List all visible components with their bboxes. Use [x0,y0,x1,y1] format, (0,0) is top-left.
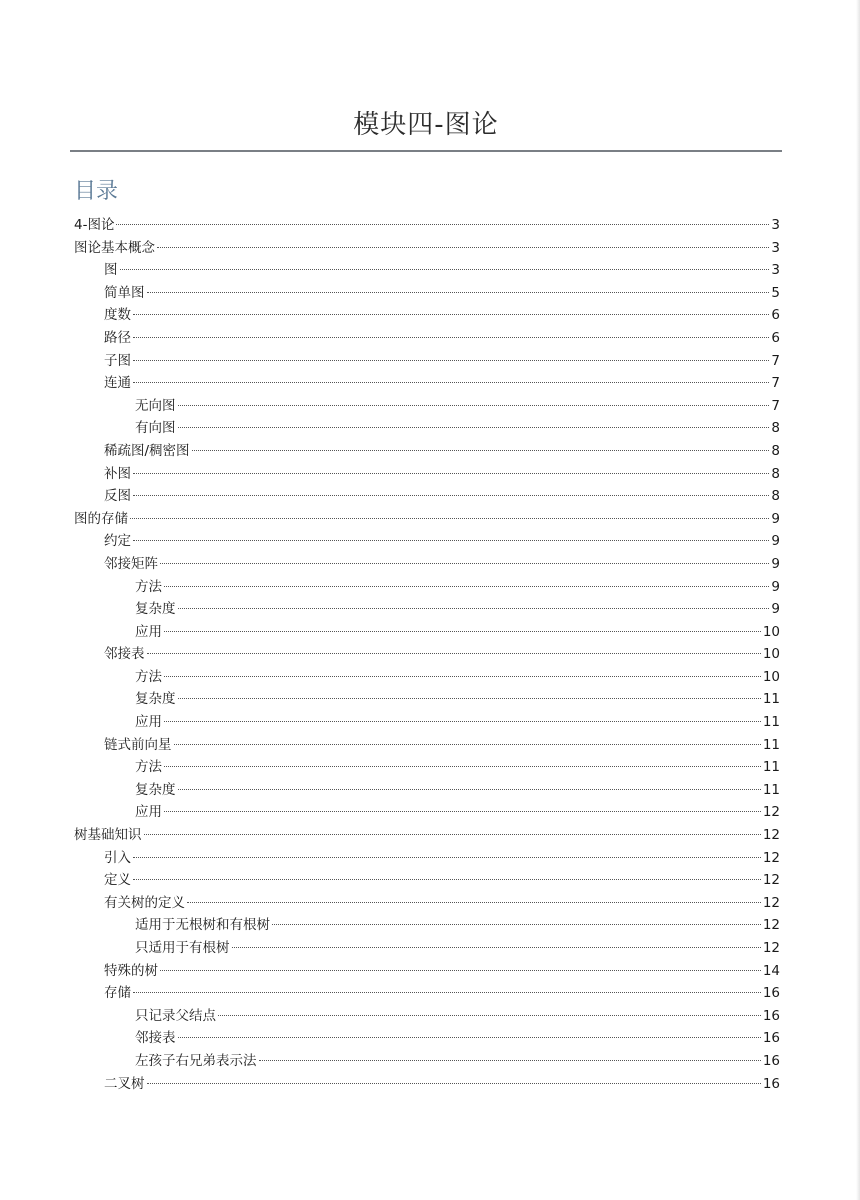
toc-page-number[interactable]: 16 [762,1007,780,1024]
toc-entry[interactable] [74,440,780,463]
toc-entry[interactable] [74,508,780,531]
toc-entry[interactable] [74,576,780,599]
toc-entry[interactable] [74,621,780,644]
toc-entry[interactable] [74,598,780,621]
toc-page-number[interactable]: 16 [762,1030,780,1047]
toc-dot-leader [174,744,761,745]
toc-page-number[interactable]: 14 [762,962,780,979]
toc-entry[interactable] [74,960,780,983]
title-divider [70,150,782,152]
toc-entry[interactable] [74,982,780,1005]
toc-heading: 目录 [74,179,119,204]
toc-page-number[interactable]: 12 [762,894,780,911]
toc-entry[interactable] [74,237,780,260]
toc-dot-leader [178,698,761,699]
toc-dot-leader [178,789,761,790]
toc-entry[interactable] [74,1005,780,1028]
toc-page-number[interactable]: 6 [771,307,780,324]
toc-entry-label[interactable]: 存储 [104,985,131,1002]
toc-dot-leader [130,518,769,519]
toc-entry-label[interactable]: 应用 [135,714,162,731]
toc-dot-leader [133,992,761,993]
toc-dot-leader [164,766,761,767]
toc-entry-label[interactable]: 方法 [135,578,162,595]
toc-page-number[interactable]: 10 [762,623,780,640]
toc-page-number[interactable]: 8 [771,442,780,459]
toc-entry-label[interactable]: 方法 [135,668,162,685]
toc-entry-label[interactable]: 链式前向星 [104,736,172,753]
toc-entry[interactable] [74,350,780,373]
toc-entry-label[interactable]: 子图 [104,352,131,369]
toc-page-number[interactable]: 11 [762,781,780,798]
toc-entry[interactable] [74,214,780,237]
toc-entry-label[interactable]: 补图 [104,465,131,482]
toc-page-number[interactable]: 7 [771,352,780,369]
toc-dot-leader [133,540,769,541]
toc-dot-leader [164,676,761,677]
toc-page-number[interactable]: 3 [771,217,780,233]
toc-dot-leader [178,405,770,406]
toc-entry[interactable] [74,756,780,779]
toc-entry[interactable] [74,304,780,327]
toc-dot-leader [178,1037,761,1038]
toc-page-number[interactable]: 11 [762,714,780,731]
toc-entry-label[interactable]: 方法 [135,759,162,776]
toc-entry[interactable] [74,1073,780,1096]
toc-entry-label[interactable]: 适用于无根树和有根树 [135,917,270,934]
toc-page-number[interactable]: 7 [771,375,780,392]
toc-page-number[interactable]: 12 [762,872,780,889]
toc-page-number[interactable]: 9 [771,533,780,550]
toc-page-number[interactable]: 12 [762,827,780,844]
toc-entry-label[interactable]: 图论基本概念 [74,239,155,256]
toc-entry-label[interactable]: 邻接表 [135,1030,176,1047]
toc-page-number[interactable]: 11 [762,759,780,776]
toc-dot-leader [232,947,761,948]
toc-page-number[interactable]: 8 [771,488,780,505]
toc-dot-leader [164,721,761,722]
toc-entry[interactable] [74,847,780,870]
toc-page-number[interactable]: 7 [771,397,780,414]
toc-entry-label[interactable]: 路径 [104,329,131,346]
toc-entry-label[interactable]: 图的存储 [74,510,128,527]
toc-entry[interactable] [74,824,780,847]
toc-entry-label[interactable]: 应用 [135,804,162,821]
toc-entry-label[interactable]: 只记录父结点 [135,1007,216,1024]
toc-dot-leader [133,314,769,315]
toc-entry[interactable] [74,734,780,757]
toc-entry-label[interactable]: 反图 [104,488,131,505]
toc-entry-label[interactable]: 应用 [135,623,162,640]
toc-dot-leader [133,360,769,361]
toc-entry[interactable] [74,1050,780,1073]
toc-page-number[interactable]: 9 [771,555,780,572]
toc-dot-leader [133,382,769,383]
toc-dot-leader [164,811,761,812]
toc-entry-label[interactable]: 有关树的定义 [104,894,185,911]
toc-entry[interactable] [74,530,780,553]
toc-page-number[interactable]: 10 [762,646,780,663]
toc-dot-leader [147,1083,761,1084]
toc-entry-label[interactable]: 邻接表 [104,646,145,663]
toc-entry-label[interactable]: 复杂度 [135,601,176,618]
document-title: 模块四-图论 [353,110,499,140]
toc-page-number[interactable]: 9 [771,578,780,595]
toc-dot-leader [133,857,761,858]
toc-entry-label[interactable]: 图 [104,262,118,279]
toc-entry-label[interactable]: 左孩子右兄弟表示法 [135,1052,257,1069]
toc-page-number[interactable]: 11 [762,736,780,753]
toc-dot-leader [133,473,769,474]
toc-page-number[interactable]: 12 [762,849,780,866]
toc-page-number[interactable]: 8 [771,465,780,482]
toc-dot-leader [147,653,761,654]
toc-dot-leader [160,563,769,564]
toc-dot-leader [187,902,761,903]
toc-page-number[interactable]: 3 [771,262,780,279]
toc-entry-label[interactable]: 有向图 [135,420,176,437]
toc-entry-label[interactable]: 复杂度 [135,691,176,708]
toc-entry-label[interactable]: 二叉树 [104,1075,145,1092]
toc-page-number[interactable]: 5 [771,284,780,301]
toc-entry[interactable] [74,643,780,666]
toc-entry-label[interactable]: 邻接矩阵 [104,555,158,572]
toc-page-number[interactable]: 9 [771,601,780,618]
toc-dot-leader [259,1060,761,1061]
toc-entry-label[interactable]: 简单图 [104,284,145,301]
toc-entry-label[interactable]: 树基础知识 [74,827,142,844]
toc-page-number[interactable]: 12 [762,940,780,956]
toc-entry-label[interactable]: 稀疏图/稠密图 [104,442,190,459]
toc-entry[interactable] [74,801,780,824]
toc-page-number[interactable]: 8 [771,420,780,437]
toc-entry[interactable] [74,553,780,576]
toc-entry-label[interactable]: 度数 [104,307,131,324]
toc-page-number[interactable]: 3 [771,239,780,256]
toc-page-number[interactable]: 9 [771,510,780,527]
toc-dot-leader [178,427,770,428]
toc-dot-leader [147,292,770,293]
toc-dot-leader [157,247,769,248]
toc-dot-leader [272,924,761,925]
toc-page-number[interactable]: 16 [762,1052,780,1069]
toc-page-number[interactable]: 11 [762,691,780,708]
toc-page-number[interactable]: 16 [762,1075,780,1092]
toc-entry[interactable] [74,417,780,440]
toc-page-number[interactable]: 12 [762,917,780,934]
toc-dot-leader [133,337,769,338]
toc-dot-leader [178,608,770,609]
toc-entry-label[interactable]: 引入 [104,849,131,866]
toc-page-number[interactable]: 16 [762,985,780,1002]
toc-dot-leader [133,495,769,496]
toc-dot-leader [192,450,770,451]
toc-dot-leader [120,269,770,270]
toc-entry[interactable] [74,914,780,937]
toc-entry-label[interactable]: 定义 [104,872,131,889]
toc-page-number[interactable]: 12 [762,804,780,821]
toc-entry[interactable] [74,395,780,418]
toc-dot-leader [144,834,761,835]
toc-entry[interactable] [74,327,780,350]
toc-entry[interactable] [74,372,780,395]
toc-entry[interactable] [74,485,780,508]
toc-entry[interactable] [74,1027,780,1050]
toc-dot-leader [218,1015,761,1016]
toc-entry[interactable] [74,779,780,802]
toc-dot-leader [160,970,761,971]
toc-entry[interactable] [74,937,780,960]
toc-entry-label[interactable]: 只适用于有根树 [135,940,230,956]
page-edge [856,0,860,1200]
toc-entry[interactable] [74,463,780,486]
toc-entry-label[interactable]: 复杂度 [135,781,176,798]
toc-entry-label[interactable]: 特殊的树 [104,962,158,979]
toc-entry[interactable] [74,282,780,305]
toc-entry[interactable] [74,688,780,711]
toc-entry[interactable] [74,892,780,915]
toc-entry-label[interactable]: 无向图 [135,397,176,414]
toc-entry-label[interactable]: 约定 [104,533,131,550]
toc-dot-leader [116,224,769,225]
toc-entry[interactable] [74,666,780,689]
table-of-contents [74,214,780,1095]
toc-dot-leader [164,586,769,587]
toc-page-number[interactable]: 10 [762,668,780,685]
toc-entry[interactable] [74,869,780,892]
toc-entry-label[interactable]: 连通 [104,375,131,392]
toc-dot-leader [133,879,761,880]
toc-dot-leader [164,631,761,632]
toc-entry-label[interactable]: 4-图论 [74,217,115,233]
toc-entry[interactable] [74,711,780,734]
toc-page-number[interactable]: 6 [771,329,780,346]
toc-entry[interactable] [74,259,780,282]
